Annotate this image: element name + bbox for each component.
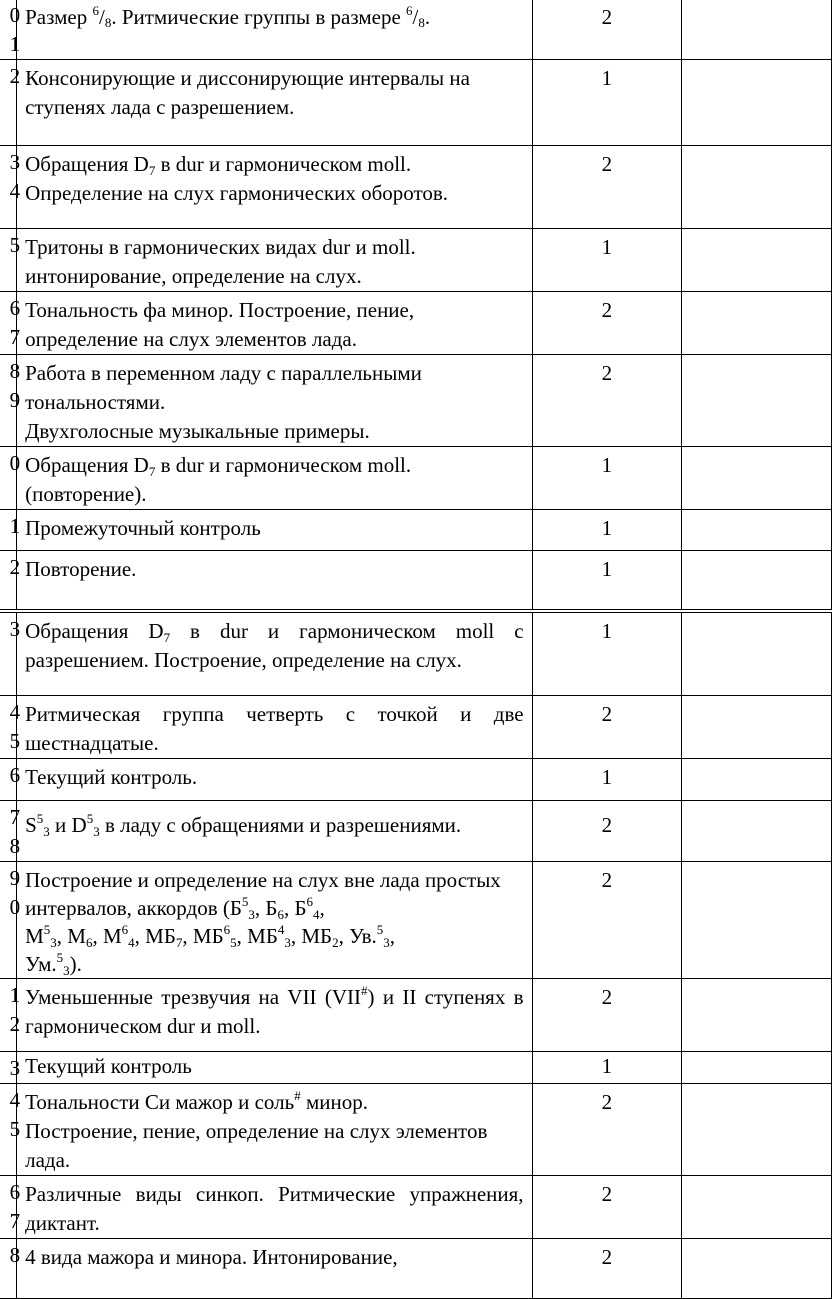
empty-cell: [682, 759, 832, 801]
hours-cell: 1: [532, 60, 682, 146]
topic-cell: Консонирующие и диссонирующие интервалы на ступенях лада с разрешением.: [17, 60, 532, 146]
hours-cell: 1: [532, 1052, 682, 1084]
row-number-cell: 6 7: [0, 1176, 17, 1239]
topic-cell: Текущий контроль: [17, 1052, 532, 1084]
lesson-plan-table-1: [0, 0, 832, 610]
table-row: [0, 1239, 832, 1299]
hours-cell: 1: [532, 759, 682, 801]
row-number-cell: 3 4: [0, 146, 17, 229]
hours-cell: 2: [532, 1176, 682, 1239]
hours-cell: 2: [532, 355, 682, 447]
hours-cell: 2: [532, 1239, 682, 1299]
empty-cell: [682, 229, 832, 292]
empty-cell: [682, 979, 832, 1052]
topic-cell: Работа в переменном ладу с параллельными тональностями. Двухголосные музыкальные примеры.: [17, 355, 532, 447]
empty-cell: [682, 613, 832, 696]
table-row: [0, 551, 832, 610]
table-row: [0, 696, 832, 759]
hours-cell: 1: [532, 613, 682, 696]
empty-cell: [682, 696, 832, 759]
table-row: [0, 613, 832, 696]
row-number-cell: 3: [0, 1052, 17, 1084]
hours-cell: 2: [532, 862, 682, 979]
row-number-cell: 2: [0, 551, 17, 610]
empty-cell: [682, 292, 832, 355]
table-row: [0, 510, 832, 551]
empty-cell: [682, 447, 832, 510]
table-row: [0, 146, 832, 229]
row-number-cell: 3: [0, 613, 17, 696]
table-row: [0, 979, 832, 1052]
hours-cell: 1: [532, 229, 682, 292]
topic-cell: Уменьшенные трезвучия на VII (VII#) и II ступенях в гармоническом dur и moll.: [17, 979, 532, 1052]
table-row: [0, 60, 832, 146]
hours-cell: 1: [532, 551, 682, 610]
row-number-cell: 4 5: [0, 1084, 17, 1176]
row-number-cell: 9 0: [0, 862, 17, 979]
row-number-cell: 4 5: [0, 696, 17, 759]
hours-cell: 2: [532, 0, 682, 60]
hours-cell: 2: [532, 979, 682, 1052]
empty-cell: [682, 862, 832, 979]
empty-cell: [682, 1052, 832, 1084]
topic-cell: Размер $^6$/8. Ритмические группы в размере $^6$/8.: [17, 0, 532, 60]
hours-cell: 2: [532, 1084, 682, 1176]
table-row: [0, 862, 832, 979]
empty-cell: [682, 551, 832, 610]
table-row: [0, 1176, 832, 1239]
empty-cell: [682, 0, 832, 60]
hours-cell: 2: [532, 146, 682, 229]
row-number-cell: 6: [0, 759, 17, 801]
table-row: [0, 0, 832, 60]
empty-cell: [682, 1084, 832, 1176]
empty-cell: [682, 60, 832, 146]
hours-cell: 1: [532, 510, 682, 551]
row-number-cell: 0 1: [0, 0, 17, 60]
row-number-cell: 8 9: [0, 355, 17, 447]
hours-cell: 2: [532, 696, 682, 759]
hours-cell: 1: [532, 447, 682, 510]
table-row: [0, 1084, 832, 1176]
table-row: [0, 229, 832, 292]
row-number-cell: 0: [0, 447, 17, 510]
empty-cell: [682, 1239, 832, 1299]
row-number-cell: 6 7: [0, 292, 17, 355]
topic-cell: Тональности Си мажор и соль# минор. Построение, пение, определение на слух элементов лада.: [17, 1084, 532, 1176]
table-row: [0, 292, 832, 355]
empty-cell: [682, 1176, 832, 1239]
row-number-cell: 2: [0, 60, 17, 146]
topic-cell: Тритоны в гармонических видах dur и moll. интонирование, определение на слух.: [17, 229, 532, 292]
row-number-cell: 7 8: [0, 801, 17, 862]
topic-cell: 4 вида мажора и минора. Интонирование,: [17, 1239, 532, 1299]
empty-cell: [682, 801, 832, 862]
topic-cell: Промежуточный контроль: [17, 510, 532, 551]
topic-cell: Различные виды синкоп. Ритмические упражнения, диктант.: [17, 1176, 532, 1239]
topic-cell: Обращения $D_7$ в dur и гармоническом moll с разрешением. Построение, определение на слух.: [17, 613, 532, 696]
hours-cell: 2: [532, 801, 682, 862]
row-number-cell: 5: [0, 229, 17, 292]
topic-cell: Построение и определение на слух вне лада простых интервалов, аккордов ($Б^5_3$, $Б_6$, $Б^6_4$, $М^5_3$, $М_6$, $М^6_4$, $МБ_7$, $МБ^6_5$, $МБ^4_3$, $МБ_2$, Ув.$^5_3$, Ум.$^5_3$).: [17, 862, 532, 979]
topic-cell: Обращения $D_7$ в dur и гармоническом moll. Определение на слух гармонических оборотов.: [17, 146, 532, 229]
empty-cell: [682, 146, 832, 229]
row-number-cell: 1: [0, 510, 17, 551]
empty-cell: [682, 510, 832, 551]
lesson-plan-table-2: [0, 612, 832, 1299]
topic-cell: Текущий контроль.: [17, 759, 532, 801]
topic-cell: $S^5_3$ и $D^5_3$ в ладу с обращениями и разрешениями.: [17, 801, 532, 862]
table-row: [0, 355, 832, 447]
row-number-cell: 1 2: [0, 979, 17, 1052]
topic-cell: Обращения $D_7$ в dur и гармоническом moll. (повторение).: [17, 447, 532, 510]
table-row: [0, 1052, 832, 1084]
topic-cell: Ритмическая группа четверть с точкой и две шестнадцатые.: [17, 696, 532, 759]
table-row: [0, 801, 832, 862]
table-row: [0, 759, 832, 801]
row-number-cell: 8: [0, 1239, 17, 1299]
hours-cell: 2: [532, 292, 682, 355]
table-row: [0, 447, 832, 510]
empty-cell: [682, 355, 832, 447]
topic-cell: Повторение.: [17, 551, 532, 610]
topic-cell: Тональность фа минор. Построение, пение, определение на слух элементов лада.: [17, 292, 532, 355]
